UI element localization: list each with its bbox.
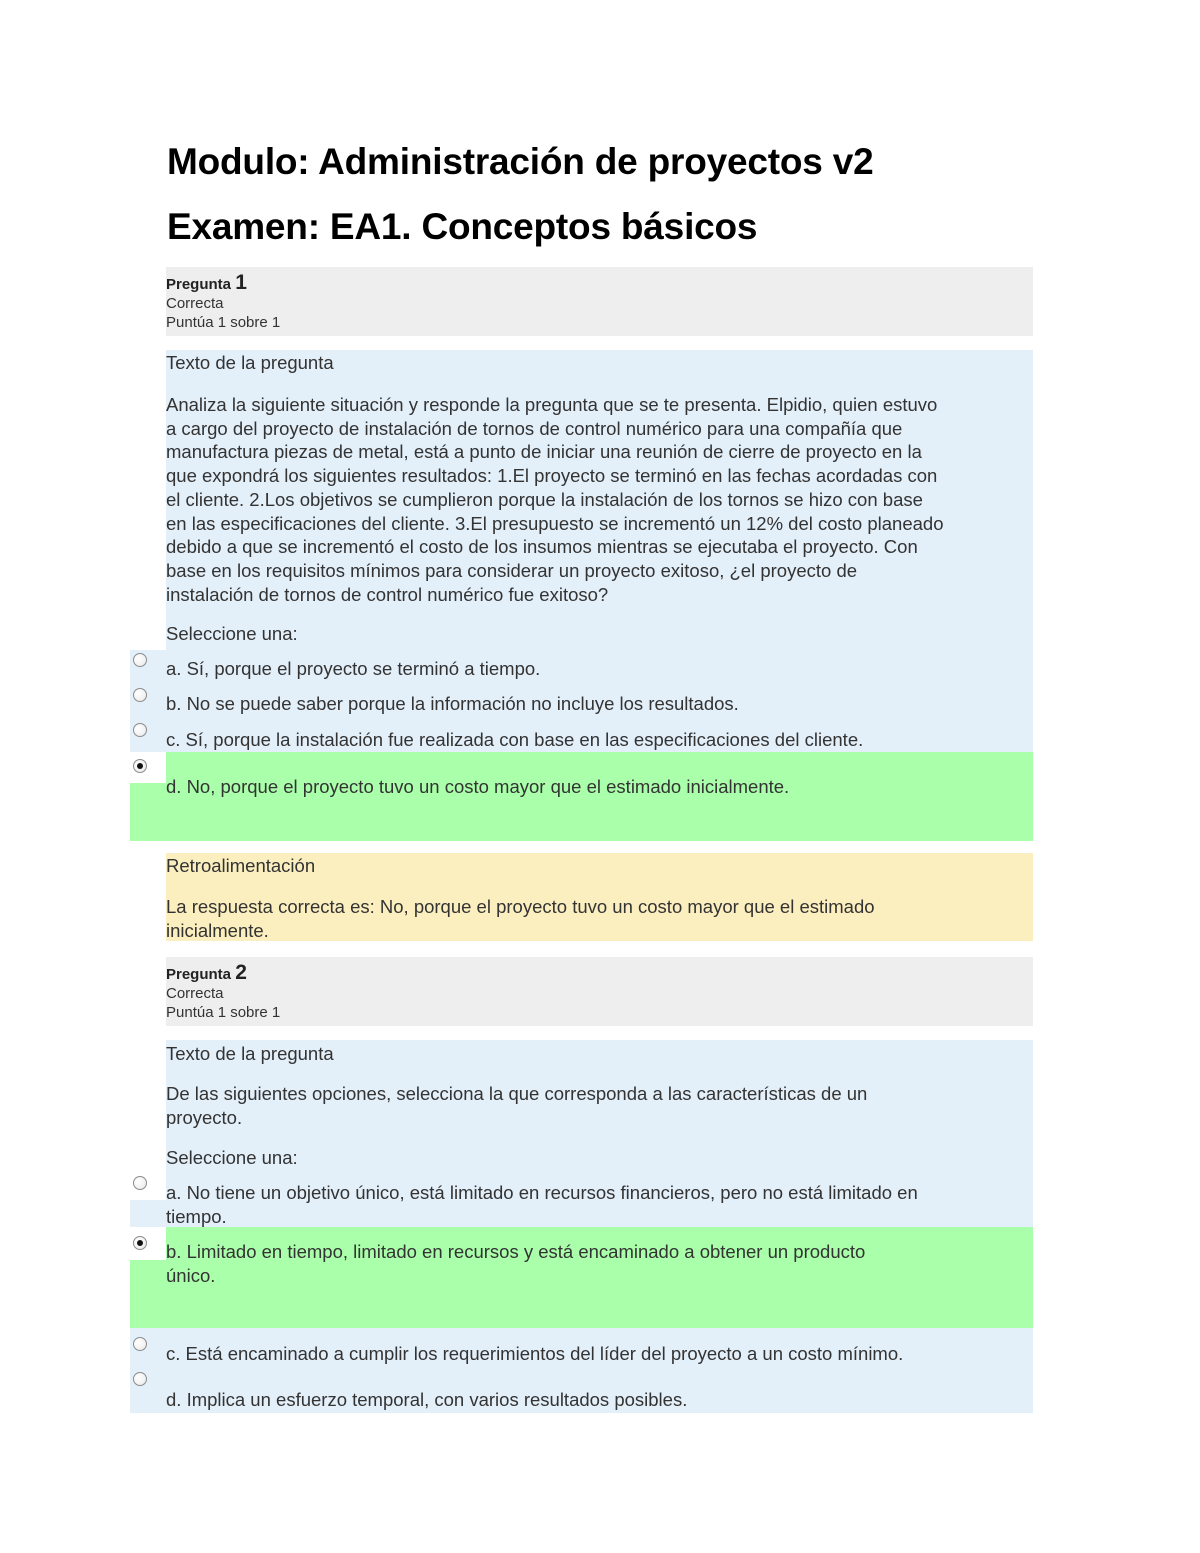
option-c-label[interactable]: c. Sí, porque la instalación fue realizada con base en las especificaciones del cliente. bbox=[166, 729, 864, 750]
q2-option-c-radio[interactable] bbox=[133, 1337, 147, 1351]
feedback-line: inicialmente. bbox=[166, 919, 269, 941]
q2-option-b-label[interactable] bbox=[166, 1240, 865, 1287]
module-title: Modulo: Administración de proyectos v2 bbox=[167, 141, 874, 182]
option-line: único. bbox=[166, 1264, 216, 1286]
q2-option-d-label[interactable]: d. Implica un esfuerzo temporal, con varios resultados posibles. bbox=[166, 1389, 688, 1410]
q2-option-c-label[interactable]: c. Está encaminado a cumplir los requerimientos del líder del proyecto a un costo mínimo. bbox=[166, 1343, 904, 1364]
question-2-text-heading: Texto de la pregunta bbox=[166, 1043, 334, 1064]
option-a-radio[interactable] bbox=[133, 653, 147, 667]
exam-title: Examen: EA1. Conceptos básicos bbox=[167, 206, 758, 247]
q2-option-d-radio[interactable] bbox=[133, 1372, 147, 1386]
option-a-label[interactable]: a. Sí, porque el proyecto se terminó a tiempo. bbox=[166, 658, 541, 679]
option-b-label[interactable]: b. No se puede saber porque la información no incluye los resultados. bbox=[166, 693, 739, 714]
prompt-line: De las siguientes opciones, selecciona la que corresponda a las características de un bbox=[166, 1083, 868, 1104]
prompt-line: instalación de tornos de control numérico fue exitoso? bbox=[166, 583, 609, 605]
question-1-number bbox=[166, 272, 1033, 294]
option-b-radio[interactable] bbox=[133, 688, 147, 702]
question-2-number bbox=[166, 962, 1033, 984]
question-1-text-heading: Texto de la pregunta bbox=[166, 352, 334, 373]
question-label: Pregunta bbox=[166, 276, 232, 293]
prompt-line: manufactura piezas de metal, está a punto de iniciar una reunión de cierre de proyecto en la bbox=[166, 441, 922, 463]
prompt-line: Analiza la siguiente situación y responde la pregunta que se te presenta. Elpidio, quien estuvo bbox=[166, 394, 938, 415]
prompt-line: en las especificaciones del cliente. 3.El presupuesto se incrementó un 12% del costo planeado bbox=[166, 512, 944, 534]
question-1-score: Puntúa 1 sobre 1 bbox=[166, 314, 281, 331]
prompt-line: el cliente. 2.Los objetivos se cumplieron porque la instalación de los tornos se hizo con base bbox=[166, 488, 923, 510]
feedback-line: La respuesta correcta es: No, porque el proyecto tuvo un costo mayor que el estimado bbox=[166, 896, 875, 917]
q2-option-a-radio[interactable] bbox=[133, 1176, 147, 1190]
option-line: a. No tiene un objetivo único, está limitado en recursos financieros, pero no está limitado en bbox=[166, 1182, 918, 1203]
q2-option-b-radio[interactable] bbox=[133, 1236, 147, 1250]
question-1-select-label: Seleccione una: bbox=[166, 623, 298, 644]
question-2-score: Puntúa 1 sobre 1 bbox=[166, 1004, 281, 1021]
question-2-status: Correcta bbox=[166, 985, 224, 1002]
option-c-radio[interactable] bbox=[133, 723, 147, 737]
feedback-text bbox=[166, 895, 875, 942]
prompt-line: a cargo del proyecto de instalación de tornos de control numérico para una compañía que bbox=[166, 417, 903, 439]
question-1-status: Correcta bbox=[166, 295, 224, 312]
question-number: 1 bbox=[235, 271, 247, 294]
question-2-prompt bbox=[166, 1082, 1046, 1129]
question-number: 2 bbox=[235, 961, 247, 984]
prompt-line: proyecto. bbox=[166, 1106, 243, 1128]
question-1-prompt bbox=[166, 393, 1046, 606]
question-2-select-label: Seleccione una: bbox=[166, 1147, 298, 1168]
prompt-line: que expondrá los siguientes resultados: 1.El proyecto se terminó en las fechas acordadas con bbox=[166, 465, 938, 487]
option-d-radio[interactable] bbox=[133, 759, 147, 773]
question-label: Pregunta bbox=[166, 966, 232, 983]
q2-option-a-label[interactable] bbox=[166, 1181, 918, 1228]
option-d-label[interactable]: d. No, porque el proyecto tuvo un costo mayor que el estimado inicialmente. bbox=[166, 776, 790, 797]
prompt-line: debido a que se incrementó el costo de los insumos mientras se ejecutaba el proyecto. Con bbox=[166, 536, 918, 558]
question-2-option-a-bg bbox=[130, 1200, 166, 1227]
question-1-info bbox=[166, 267, 1033, 336]
prompt-line: base en los requisitos mínimos para considerar un proyecto exitoso, ¿el proyecto de bbox=[166, 559, 858, 581]
option-line: b. Limitado en tiempo, limitado en recursos y está encaminado a obtener un producto bbox=[166, 1241, 866, 1262]
question-2-info bbox=[166, 957, 1033, 1026]
feedback-heading: Retroalimentación bbox=[166, 855, 316, 876]
option-line: tiempo. bbox=[166, 1205, 227, 1227]
